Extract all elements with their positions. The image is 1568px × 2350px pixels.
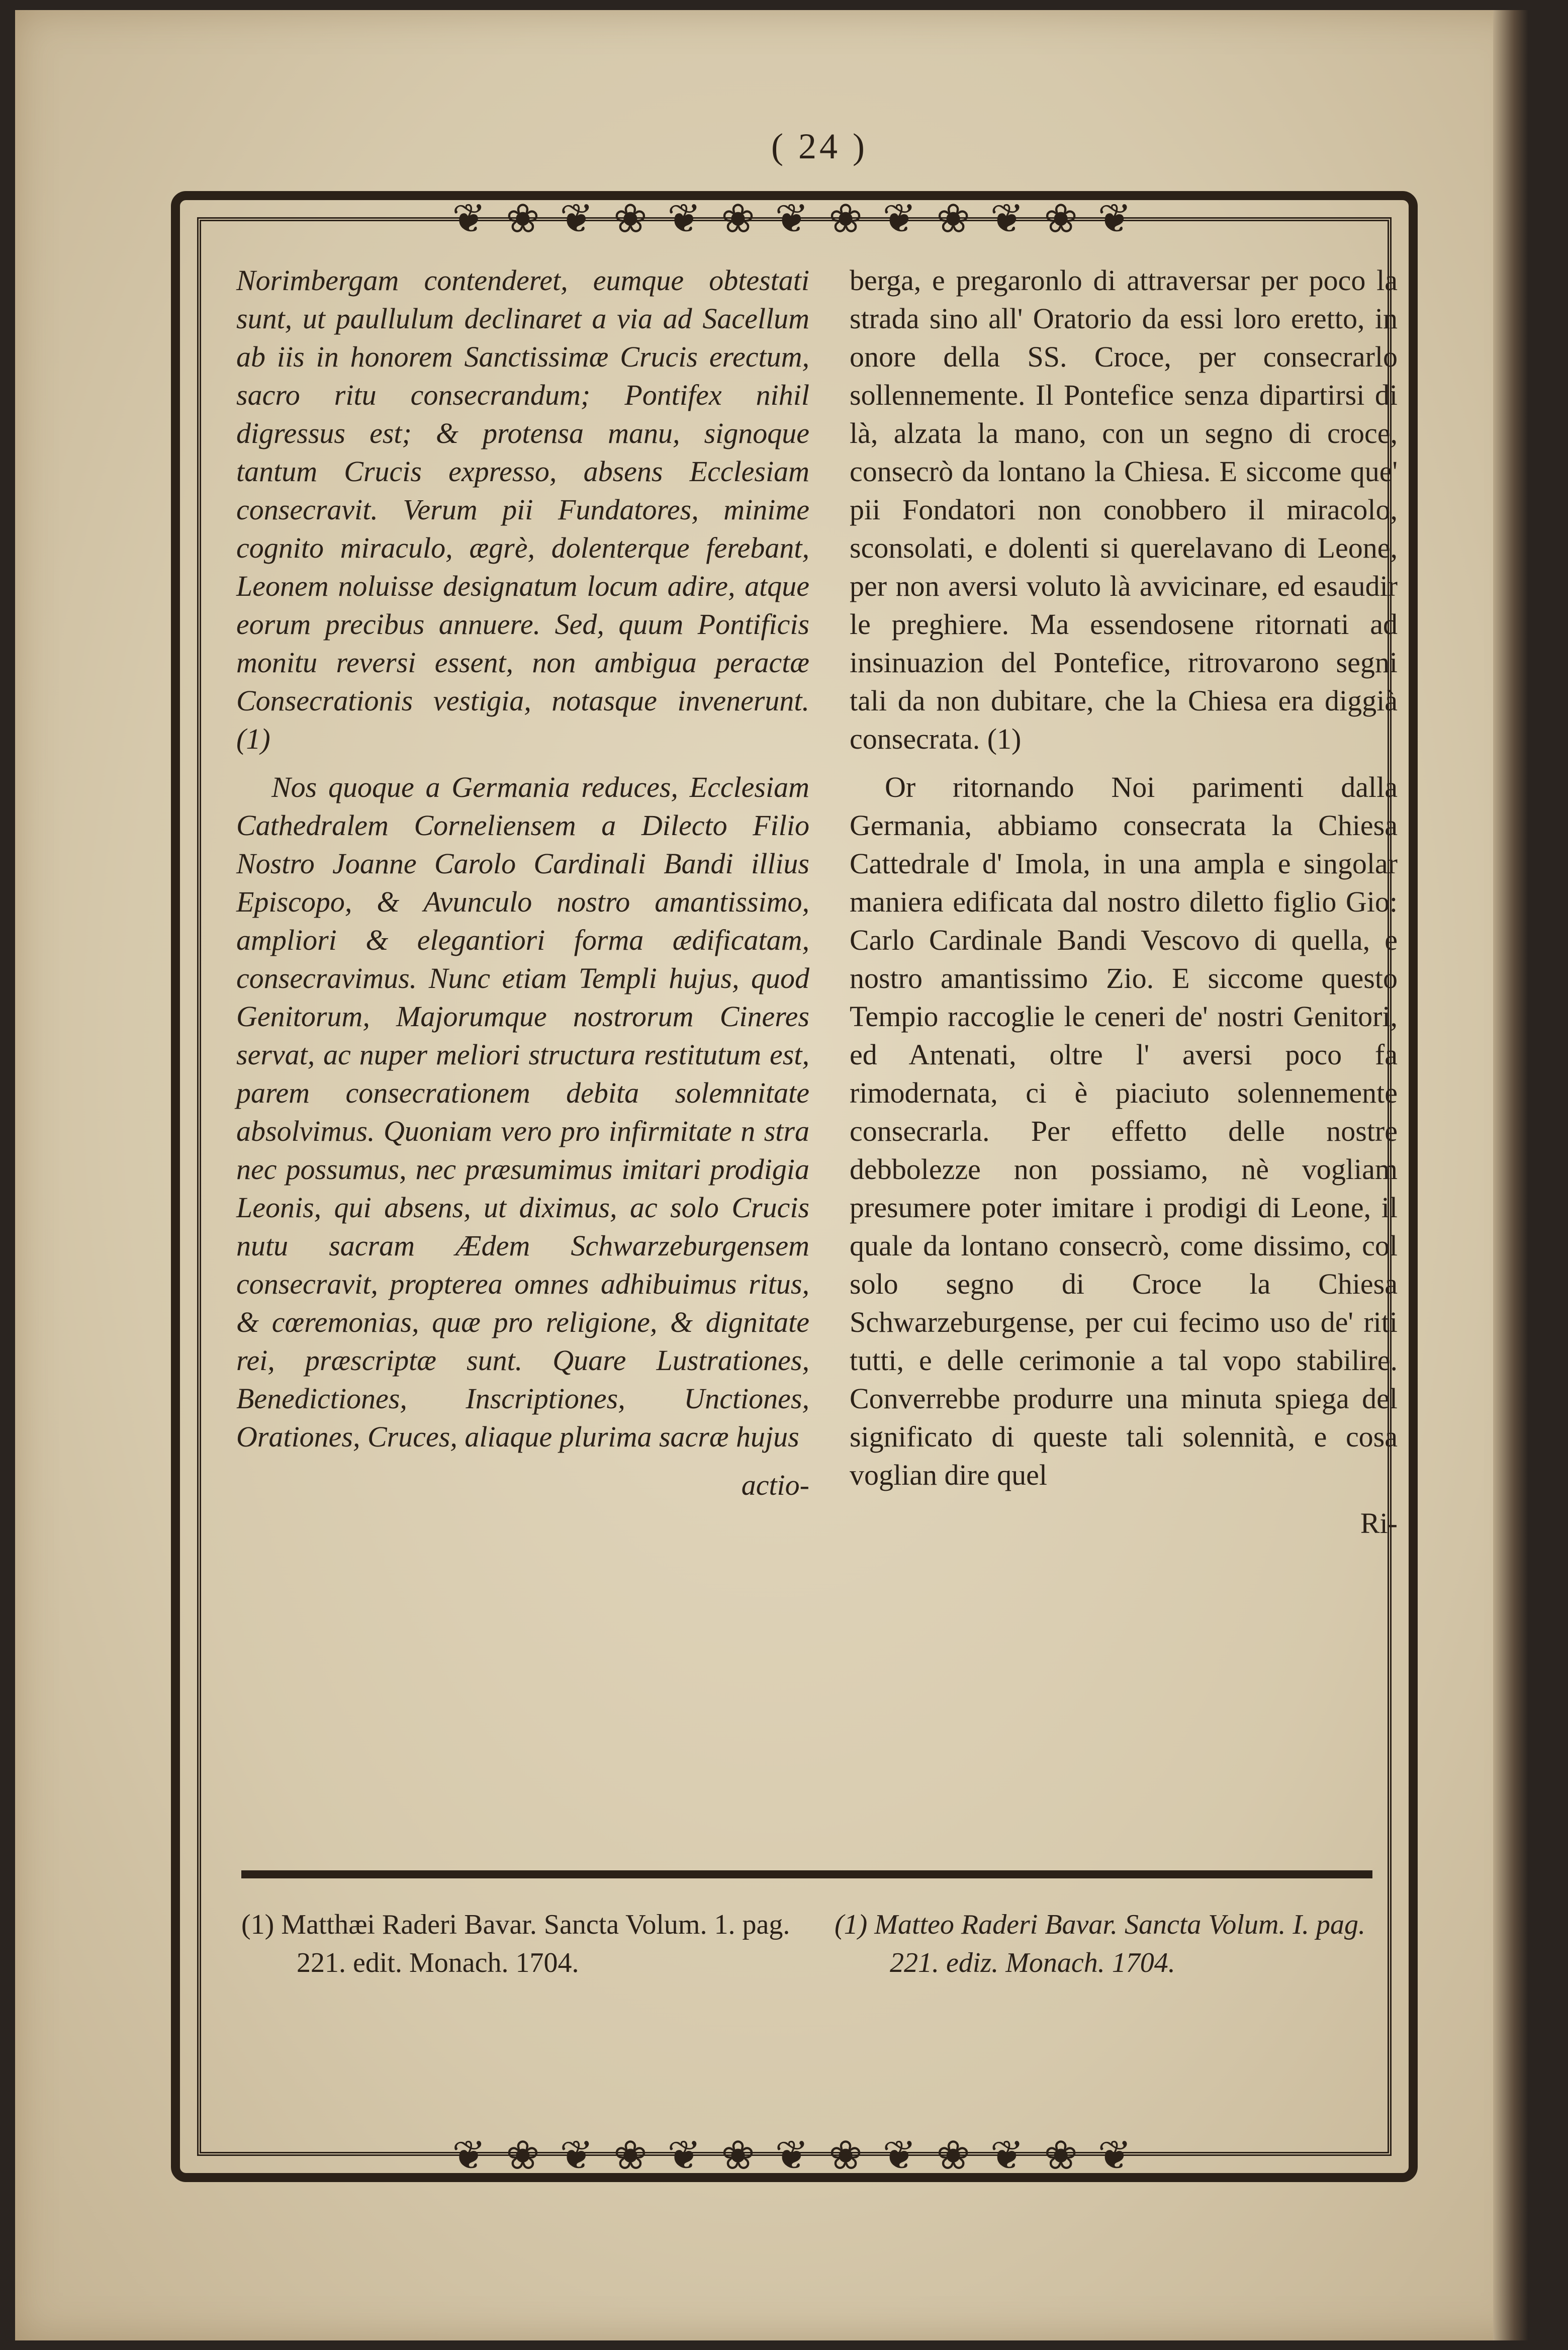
italian-catchword: Ri-	[1360, 1507, 1398, 1540]
footnote-rule	[241, 1870, 1372, 1878]
border-ornament-top: ❦ ❀ ❦ ❀ ❦ ❀ ❦ ❀ ❦ ❀ ❦ ❀ ❦	[452, 197, 1137, 240]
latin-paragraph-1: Norimbergam contenderet, eumque obtestati sunt, ut paullulum declinaret a via ad Sacellum ab iis in honorem Sanctissimæ Crucis erectum, sacro ritu consecrandum; Pontifex nihil digressus est; & protensa manu, signoque tantum Crucis expresso, absens Ecclesiam consecravit. Verum pii Fundatores, minime cognito miraculo, ægrè, dolenterque ferebant, Leonem noluisse designatum locum adire, atque eorum precibus annuere. Sed, quum Pontificis monitu reversi essent, non ambigua peractæ Consecrationis vestigia, notasque invenerunt. (1)	[236, 264, 809, 755]
italian-column	[850, 261, 1398, 1543]
italian-paragraph-2: Or ritornando Noi parimenti dalla Germania, abbiamo consecrata la Chiesa Cattedrale d' Imola, in una ampla e singolar maniera edificata dal nostro diletto figlio Gio: Carlo Cardinale Bandi Vescovo di quella, e nostro amantissimo Zio. E siccome questo Tempio raccoglie le ceneri de' nostri Genitori, ed Antenati, oltre l' aversi poco fa rimodernata, ci è piaciuto solennemente consecrarla. Per effetto delle nostre debbolezze non possiamo, nè vogliam presumere poter imitare i prodigi di Leone, il quale da lontano consecrò, come dissimo, col solo segno di Croce la Chiesa Schwarzeburgense, per cui fecimo uso de' riti tutti, e delle cerimonie a tal vopo stabilire. Converrebbe produrre una minuta spiega del significato di queste tali solennità, e cosa voglian dire quel	[850, 771, 1398, 1491]
latin-paragraph-2: Nos quoque a Germania reduces, Ecclesiam Cathedralem Corneliensem a Dilecto Filio Nostro Joanne Carolo Cardinali Bandi illius Episcopo, & Avunculo nostro amantissimo, ampliori & elegantiori forma ædificatam, consecravimus. Nunc etiam Templi hujus, quod Genitorum, Majorumque nostrorum Cineres servat, ac nuper meliori structura restitutum est, parem consecrationem debita solemnitate absolvimus. Quoniam vero pro infirmitate n stra nec possumus, nec præsumimus imitari prodigia Leonis, qui absens, ut diximus, ac solo Crucis nutu sacram Ædem Schwarzeburgensem consecravit, propterea omnes adhibuimus ritus, & cœremonias, quæ pro religione, & dignitate rei, præscriptæ sunt. Quare Lustrationes, Benedictiones, Inscriptiones, Unctiones, Orationes, Cruces, aliaque plurima sacræ hujus	[236, 771, 809, 1453]
latin-column	[236, 261, 809, 1504]
book-spine-shadow	[1493, 10, 1528, 2340]
italian-footnote-text: (1) Matteo Raderi Bavar. Sancta Volum. I. pag. 221. ediz. Monach. 1704.	[835, 1909, 1366, 1978]
italian-paragraph-1: berga, e pregaronlo di attraversar per poco la strada sino all' Oratorio da essi loro eretto, in onore della SS. Croce, per consecrarlo sollennemente. Il Pontefice senza dipartirsi di là, alzata la mano, con un segno di croce, consecrò da lontano la Chiesa. E siccome que' pii Fondatori non conobbero il miracolo, sconsolati, e dolenti si querelavano di Leone, per non aversi voluto là avvicinare, ed esaudir le preghiere. Ma essendosene ritornati ad insinuazion del Pontefice, ritrovarono segni tali da non dubitare, che la Chiesa era diggià consecrata. (1)	[850, 264, 1398, 755]
latin-catchword: actio-	[741, 1469, 809, 1501]
border-ornament-bottom: ❦ ❀ ❦ ❀ ❦ ❀ ❦ ❀ ❦ ❀ ❦ ❀ ❦	[452, 2134, 1137, 2177]
latin-footnote-text: (1) Matthæi Raderi Bavar. Sancta Volum. 1. pag. 221. edit. Monach. 1704.	[241, 1909, 790, 1978]
italian-footnote	[835, 1906, 1388, 1982]
latin-footnote	[241, 1906, 814, 1982]
page-number: ( 24 )	[771, 126, 868, 166]
